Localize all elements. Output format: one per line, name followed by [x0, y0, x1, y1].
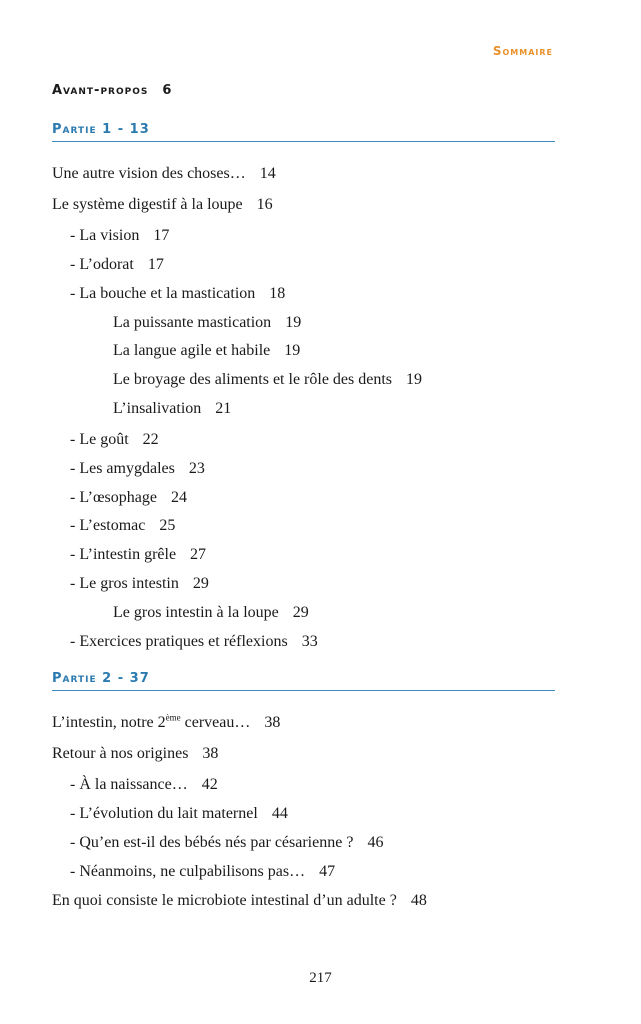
toc-entry-text: - Qu’en est-il des bébés nés par césarienne ?	[70, 834, 354, 851]
toc-entry-text: - L’œsophage	[70, 489, 157, 506]
toc-entry-text: - La vision	[70, 227, 140, 244]
toc-entry	[70, 804, 288, 824]
toc-entry-page: 21	[215, 400, 232, 417]
toc-entry-page: 17	[147, 256, 164, 273]
toc-entry	[70, 862, 335, 882]
toc-entry-text: Le broyage des aliments et le rôle des dents	[113, 371, 393, 388]
toc-entry-page: 17	[153, 227, 170, 244]
toc-entry-text-start: L’intestin, notre 2	[52, 714, 166, 731]
toc-entry	[70, 632, 318, 652]
toc-entry-text: Le gros intestin à la loupe	[113, 604, 279, 621]
toc-entry	[70, 545, 206, 565]
toc-entry-text: En quoi consiste le microbiote intestinal d’un adulte ?	[52, 892, 397, 909]
toc-entry-page: 19	[284, 342, 301, 359]
toc-entry	[113, 370, 422, 390]
toc-entry-page: 38	[202, 745, 219, 762]
toc-entry	[52, 713, 280, 733]
toc-entry-text: Le système digestif à la loupe	[52, 196, 243, 213]
toc-entry	[52, 891, 427, 911]
toc-entry-text: La langue agile et habile	[113, 342, 271, 359]
toc-entry-text	[52, 714, 250, 731]
toc-entry-page: 38	[264, 714, 281, 731]
toc-entry-page: 42	[201, 776, 218, 793]
toc-entry	[113, 341, 300, 361]
avant-propos-entry	[52, 83, 172, 98]
toc-entry	[70, 459, 205, 479]
toc-entry-page: 33	[301, 633, 318, 650]
toc-entry	[70, 516, 175, 536]
part-2-heading: Partie 2 - 37	[52, 671, 555, 691]
toc-entry-text: - L’intestin grêle	[70, 546, 177, 563]
toc-entry-text: - Les amygdales	[70, 460, 175, 477]
toc-entry-text: - Exercices pratiques et réflexions	[70, 633, 288, 650]
toc-entry-text: L’insalivation	[113, 400, 202, 417]
toc-entry-page: 14	[259, 165, 276, 182]
toc-entry-page: 46	[367, 834, 384, 851]
toc-entry-text: La puissante mastication	[113, 314, 272, 331]
toc-entry-page: 16	[256, 196, 273, 213]
toc-entry-page: 29	[292, 604, 309, 621]
toc-entry	[70, 226, 169, 246]
toc-entry-page: 22	[142, 431, 159, 448]
toc-entry-text: Retour à nos origines	[52, 745, 189, 762]
toc-entry	[70, 574, 209, 594]
toc-entry-page: 24	[170, 489, 187, 506]
toc-entry	[70, 775, 218, 795]
toc-entry-page: 47	[319, 863, 336, 880]
toc-entry-text-end: cerveau…	[180, 714, 251, 731]
toc-entry-text: - L’odorat	[70, 256, 134, 273]
toc-entry-text: - Le gros intestin	[70, 575, 179, 592]
toc-entry-page: 44	[271, 805, 288, 822]
toc-entry-text: - L’évolution du lait maternel	[70, 805, 258, 822]
toc-entry-text: Une autre vision des choses…	[52, 165, 246, 182]
toc-entry-text: - L’estomac	[70, 517, 146, 534]
toc-entry-page: 18	[269, 285, 286, 302]
toc-entry-text: - Le goût	[70, 431, 129, 448]
toc-entry	[70, 284, 285, 304]
toc-entry-page: 19	[285, 314, 302, 331]
toc-entry	[52, 195, 273, 215]
toc-entry	[113, 313, 301, 333]
toc-entry	[113, 603, 309, 623]
toc-entry-page: 25	[159, 517, 176, 534]
toc-entry-text: - À la naissance…	[70, 776, 188, 793]
toc-entry	[70, 833, 383, 853]
avant-propos-page: 6	[162, 83, 173, 98]
toc-entry-page: 48	[410, 892, 427, 909]
toc-entry-page: 19	[406, 371, 423, 388]
part-1-heading: Partie 1 - 13	[52, 122, 555, 142]
page-number: 217	[309, 970, 332, 986]
toc-entry	[52, 744, 218, 764]
toc-entry-text: - La bouche et la mastication	[70, 285, 256, 302]
avant-propos-label: Avant-propos	[52, 83, 149, 98]
toc-entry	[113, 399, 231, 419]
toc-entry-page: 23	[188, 460, 205, 477]
running-header: Sommaire	[492, 44, 553, 58]
toc-entry-text: - Néanmoins, ne culpabilisons pas…	[70, 863, 306, 880]
ordinal-superscript: ème	[165, 712, 181, 723]
toc-entry	[70, 255, 164, 275]
toc-entry	[70, 488, 187, 508]
toc-entry	[52, 164, 276, 184]
toc-entry-page: 29	[192, 575, 209, 592]
toc-entry	[70, 430, 159, 450]
toc-entry-page: 27	[190, 546, 207, 563]
